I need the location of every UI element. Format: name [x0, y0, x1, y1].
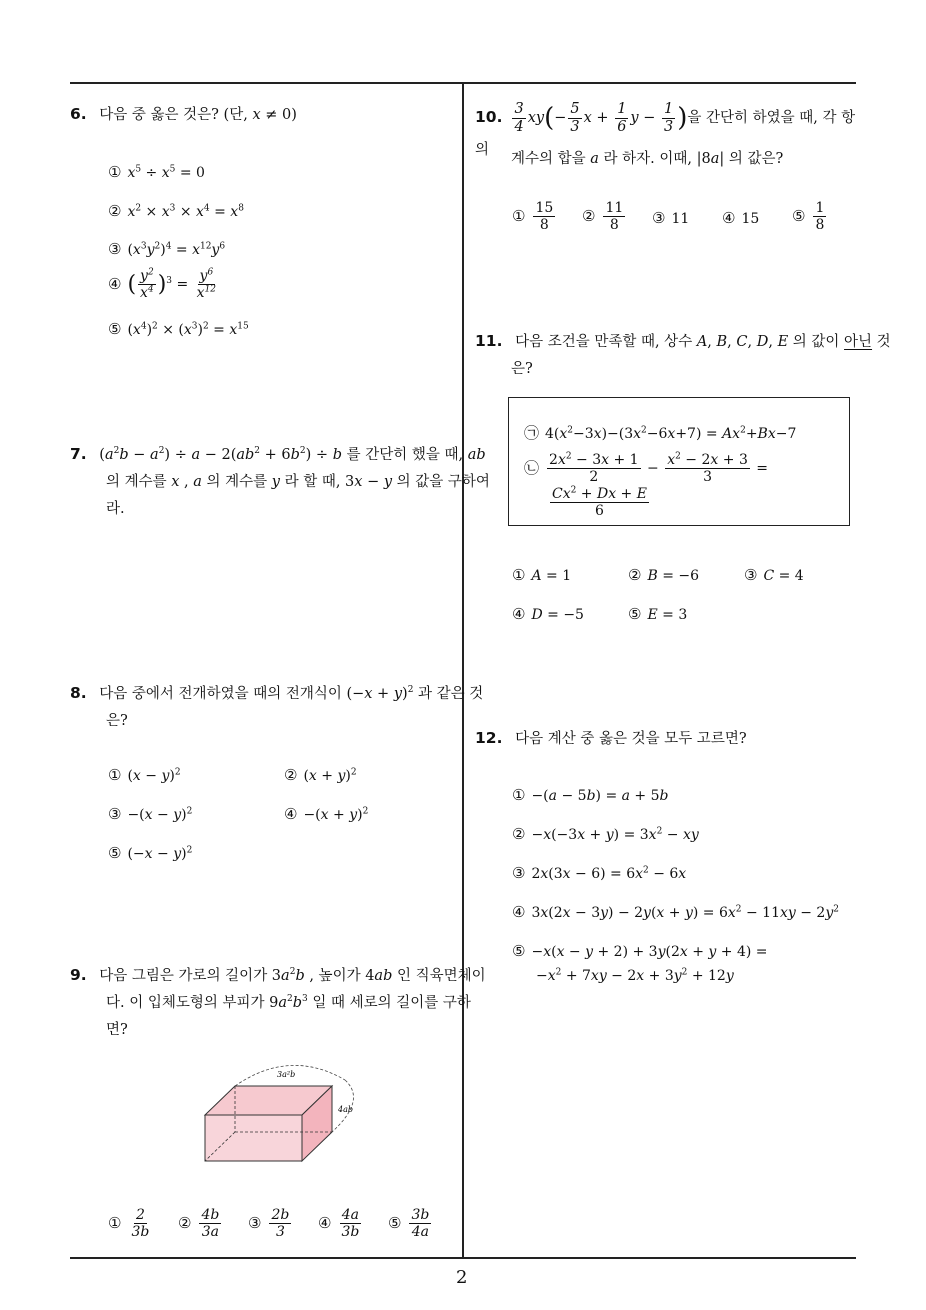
question-9 [70, 962, 491, 1044]
q10-option-3[interactable] [652, 209, 689, 227]
question-10-line2 [511, 146, 861, 173]
q11-option-2[interactable]: ② B = −6 [628, 566, 700, 584]
circled-number: ① [512, 206, 526, 225]
question-6 [70, 101, 460, 129]
circled-number: ④ [318, 1213, 332, 1232]
question-11 [475, 328, 896, 383]
option-value: 15 [741, 211, 760, 227]
q10-option-2[interactable]: ② $\frac{11}{8}$ [582, 200, 624, 234]
circled-number: ⑤ [512, 942, 526, 960]
question-stem: 다음 조건을 만족할 때, 상수 A, B, C, D, E 의 값이 아닌 것은? [511, 334, 891, 377]
hangul-circle-mark: ㉡ [524, 458, 540, 477]
underlined-word: 아닌 [844, 334, 873, 350]
circled-number: ③ [108, 240, 122, 258]
circled-number: ③ [248, 1213, 262, 1232]
hangul-circle-mark: ㉠ [524, 424, 540, 442]
circled-number: ⑤ [792, 206, 806, 225]
circled-number: ① [108, 1213, 122, 1232]
q9-option-5[interactable]: ⑤ $\frac{3b}{4a}$ [388, 1207, 430, 1241]
circled-number: ④ [512, 903, 526, 921]
question-7 [70, 441, 491, 523]
q11-option-5[interactable]: ⑤ E = 3 [628, 605, 688, 623]
q10-option-4[interactable] [722, 209, 759, 227]
question-number: 6. [70, 105, 87, 123]
q6-option-4[interactable]: ④ ( $\frac{y^2}{x^4}$ )$^3$ = $\frac{y^6}{x^{12}}$ [108, 267, 217, 302]
q10-option-1[interactable]: ① $\frac{15}{8}$ [512, 200, 554, 234]
condition-2: ㉡ $\frac{2x^2 - 3x + 1}{2}$ − $\frac{x^2 - 2x + 3}{3}$ = [524, 451, 769, 486]
q12-option-5-cont: $-x^2 + 7xy - 2x + 3y^2 + 12y$ [536, 967, 734, 984]
circled-number: ② [628, 566, 642, 584]
circled-number: ② [582, 206, 596, 225]
condition-1: ㉠ $4(x^2-3x)-(3x^2-6x+7) = Ax^2+Bx-7$ [524, 424, 797, 442]
circled-number: ④ [108, 274, 122, 293]
q8-option-5[interactable]: ⑤ $(-x - y)^2$ [108, 844, 193, 862]
question-stem: 다음 중 옳은 것은? (단, x ≠ 0) [99, 107, 297, 123]
q6-option-2[interactable]: ② $x^2 \times x^3 \times x^4 = x^8$ [108, 202, 244, 220]
circled-number: ① [108, 163, 122, 181]
circled-number: ② [284, 766, 298, 784]
question-10: 10. $\frac{3}{4}$ xy(− $\frac{5}{3}$ x + $\frac{1}{6}$ y − $\frac{1}{3}$ )을 간단히 하였을 때, 각 항의 [475, 101, 856, 159]
question-number: 7. [70, 445, 87, 463]
question-stem: 다음 계산 중 옳은 것을 모두 고르면? [515, 731, 747, 747]
q12-option-3[interactable]: ③ $2x(3x - 6) = 6x^2 - 6x$ [512, 864, 687, 882]
q9-option-2[interactable]: ② $\frac{4b}{3a}$ [178, 1207, 220, 1241]
q12-option-5[interactable]: ⑤ −x(x − y + 2) + 3y(2x + y + 4) = [512, 942, 768, 960]
circled-number: ② [512, 825, 526, 843]
question-stem-line1: 을 간단히 하였을 때, 각 항의 [475, 110, 856, 159]
width-label: 3a²b [277, 1070, 296, 1079]
circled-number: ③ [744, 566, 758, 584]
circled-number: ① [512, 786, 526, 804]
question-stem: $(a^2b - a^2) \div a - 2(ab^2 + 6b^2) \div b$ 를 간단히 했을 때, ab 의 계수를 x , a 의 계수를 y 라 할 때, 3x − y 의 값을 구하여라. [99, 446, 490, 517]
question-number: 11. [475, 332, 503, 350]
option-value: 11 [671, 211, 690, 227]
q6-option-3[interactable]: ③ $(x^3y^2)^4 = x^{12}y^6$ [108, 240, 226, 258]
q8-option-3[interactable]: ③ $-(x - y)^2$ [108, 805, 193, 823]
cuboid-figure [195, 1060, 375, 1190]
circled-number: ④ [284, 805, 298, 823]
page-number: 2 [456, 1267, 468, 1288]
q9-option-4[interactable]: ④ $\frac{4a}{3b}$ [318, 1207, 360, 1241]
question-number: 8. [70, 684, 87, 702]
circled-number: ⑤ [388, 1213, 402, 1232]
question-number: 12. [475, 729, 503, 747]
circled-number: ⑤ [108, 320, 122, 338]
condition-2-rhs: $\frac{Cx^2 + Dx + E}{6}$ [552, 485, 647, 520]
circled-number: ⑤ [108, 844, 122, 862]
q9-option-1[interactable]: ① $\frac{2}{3b}$ [108, 1207, 150, 1241]
question-8 [70, 680, 491, 735]
circled-number: ① [512, 566, 526, 584]
height-label: 4ab [338, 1105, 353, 1114]
q9-option-3[interactable]: ③ $\frac{2b}{3}$ [248, 1207, 290, 1241]
circled-number: ③ [108, 805, 122, 823]
q8-option-4[interactable]: ④ $-(x + y)^2$ [284, 805, 369, 823]
q11-option-1[interactable]: ① A = 1 [512, 566, 572, 584]
question-stem-line2: 계수의 합을 a 라 하자. 이때, |8a| 의 값은? [511, 151, 784, 167]
q10-option-5[interactable]: ⑤ $\frac{1}{8}$ [792, 200, 825, 234]
question-stem: 다음 중에서 전개하였을 때의 전개식이 $(-x + y)^2$ 과 같은 것은? [99, 685, 484, 729]
q11-option-3[interactable]: ③ C = 4 [744, 566, 804, 584]
column-divider [462, 82, 464, 1258]
q12-option-4[interactable]: ④ $3x(2x - 3y) - 2y(x + y) = 6x^2 - 11xy - 2y^2$ [512, 903, 839, 921]
q12-option-1[interactable]: ① −(a − 5b) = a + 5b [512, 786, 669, 804]
circled-number: ① [108, 766, 122, 784]
circled-number: ⑤ [628, 605, 642, 623]
circled-number: ② [178, 1213, 192, 1232]
circled-number: ③ [652, 209, 666, 227]
q8-option-1[interactable]: ① $(x - y)^2$ [108, 766, 181, 784]
circled-number: ③ [512, 864, 526, 882]
circled-number: ② [108, 202, 122, 220]
q8-option-2[interactable]: ② $(x + y)^2$ [284, 766, 357, 784]
question-number: 9. [70, 966, 87, 984]
q6-option-1[interactable]: ① $x^5 \div x^5 = 0$ [108, 163, 205, 181]
question-number: 10. [475, 108, 503, 127]
q6-option-5[interactable]: ⑤ $(x^4)^2 \times (x^3)^2 = x^{15}$ [108, 320, 249, 338]
circled-number: ④ [512, 605, 526, 623]
q11-option-4[interactable]: ④ D = −5 [512, 605, 584, 623]
question-12 [475, 725, 860, 753]
question-stem: 다음 그림은 가로의 길이가 $3a^2b$ , 높이가 4ab 인 직육면체이다. 이 입체도형의 부피가 $9a^2b^3$ 일 때 세로의 길이를 구하면? [99, 967, 486, 1038]
circled-number: ④ [722, 209, 736, 227]
q12-option-2[interactable]: ② $-x(-3x + y) = 3x^2$ − xy [512, 825, 699, 843]
bottom-rule [70, 1257, 856, 1259]
